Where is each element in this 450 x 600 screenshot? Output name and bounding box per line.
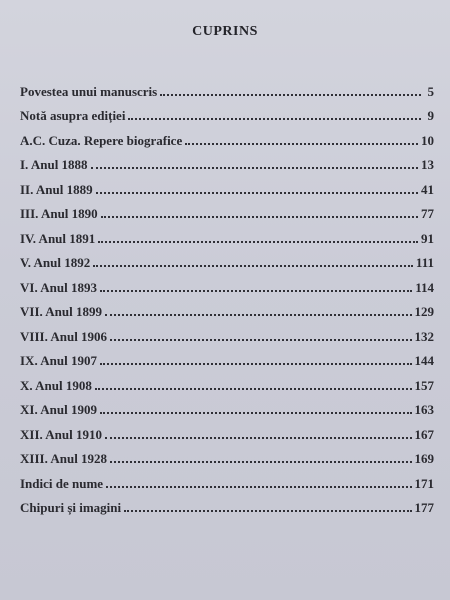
dot-leader (160, 94, 421, 96)
toc-entry-page-number: 169 (414, 451, 434, 466)
toc-entry (20, 369, 434, 394)
dot-leader (93, 265, 413, 267)
toc-entry-page-number: 9 (427, 108, 434, 123)
toc-entry (20, 124, 434, 149)
dot-leader (105, 437, 412, 439)
toc-entry-label: IX. Anul 1907 (20, 353, 97, 368)
toc-entry-page-number: 132 (414, 328, 434, 344)
toc-entry (20, 443, 434, 468)
toc-entry-label: VIII. Anul 1906 (20, 328, 108, 344)
dot-leader (100, 412, 412, 414)
toc-entry-page-number: 177 (414, 500, 434, 515)
dot-leader (110, 461, 411, 463)
toc-entry-label: XII. Anul 1910 (20, 426, 102, 442)
toc-entry-label: Notă asupra ediției (20, 108, 126, 123)
toc-entry-page-number: 13 (421, 157, 434, 172)
table-of-contents (20, 75, 434, 516)
toc-entry (20, 222, 434, 247)
toc-entry-page-number: 163 (414, 402, 434, 417)
toc-entry-label: III. Anul 1890 (20, 206, 98, 221)
toc-entry (20, 320, 434, 345)
toc-entry (20, 173, 434, 198)
toc-entry-page-number: 114 (415, 279, 434, 295)
toc-entry (20, 394, 434, 419)
toc-entry (20, 100, 434, 125)
toc-entry-page-number: 91 (421, 230, 434, 246)
toc-entry-page-number: 129 (414, 304, 434, 319)
toc-entry (20, 149, 434, 174)
toc-entry-label: IV. Anul 1891 (20, 230, 96, 246)
toc-entry-label: VII. Anul 1899 (20, 304, 102, 319)
toc-entry-page-number: 144 (414, 353, 434, 368)
toc-entry (20, 418, 434, 443)
toc-entry-label: V. Anul 1892 (20, 255, 91, 270)
dot-leader (100, 363, 412, 365)
toc-entry (20, 271, 434, 296)
dot-leader (101, 216, 418, 218)
dot-leader (105, 314, 412, 316)
dot-leader (185, 143, 418, 145)
dot-leader (98, 241, 418, 243)
toc-entry (20, 75, 434, 100)
toc-entry-label: Chipuri și imagini (20, 500, 122, 515)
dot-leader (95, 388, 412, 390)
dot-leader (100, 290, 412, 292)
toc-entry-label: X. Anul 1908 (20, 377, 92, 393)
dot-leader (110, 339, 411, 341)
toc-entry (20, 296, 434, 321)
toc-entry (20, 247, 434, 272)
toc-entry-label: XIII. Anul 1928 (20, 451, 108, 466)
page-title: CUPRINS (192, 24, 258, 39)
dot-leader (96, 192, 418, 194)
toc-entry-page-number: 171 (414, 475, 434, 491)
toc-entry-page-number: 5 (427, 83, 434, 99)
toc-entry-page-number: 111 (415, 255, 434, 270)
toc-entry-label: A.C. Cuza. Repere biografice (20, 132, 183, 148)
toc-entry-page-number: 157 (414, 377, 434, 393)
dot-leader (124, 510, 411, 512)
dot-leader (128, 118, 421, 120)
toc-entry (20, 492, 434, 517)
toc-entry-label: Indici de nume (20, 475, 104, 491)
toc-entry-page-number: 10 (421, 132, 434, 148)
toc-entry (20, 198, 434, 223)
dot-leader (106, 486, 411, 488)
dot-leader (91, 167, 418, 169)
toc-entry-page-number: 41 (421, 181, 434, 197)
toc-entry-label: XI. Anul 1909 (20, 402, 97, 417)
toc-entry-label: II. Anul 1889 (20, 181, 93, 197)
toc-entry-page-number: 77 (421, 206, 434, 221)
toc-entry (20, 467, 434, 492)
toc-entry-page-number: 167 (414, 426, 434, 442)
toc-entry (20, 345, 434, 370)
toc-entry-label: VI. Anul 1893 (20, 279, 97, 295)
toc-entry-label: I. Anul 1888 (20, 157, 88, 172)
toc-entry-label: Povestea unui manuscris (20, 83, 158, 99)
